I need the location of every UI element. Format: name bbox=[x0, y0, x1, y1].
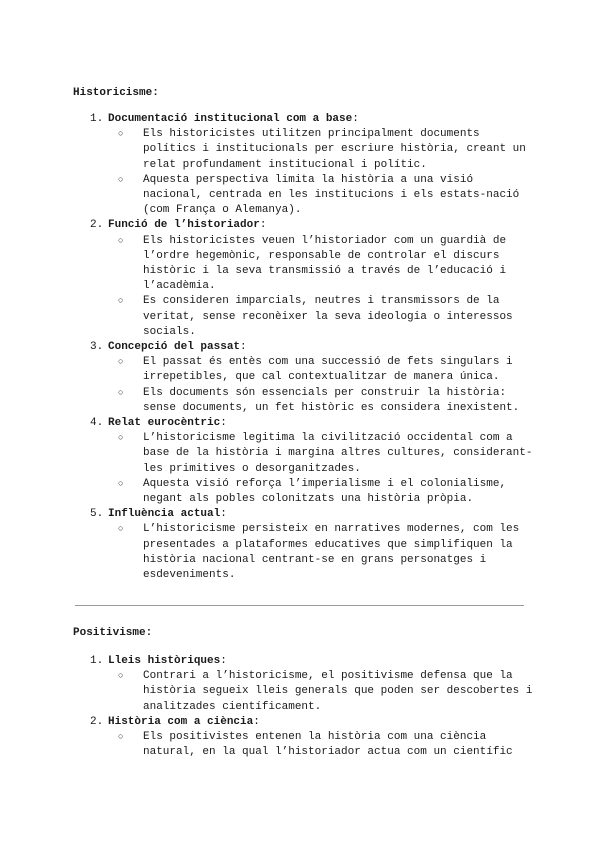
section-title-positivisme: Positivisme: bbox=[73, 627, 153, 639]
bullet-text: ○ Contrari a l’historicisme, el positivisme defensa que la història segueix lleis generals que poden ser descobertes i analitzades científicament. bbox=[128, 669, 535, 715]
bullet-text: ○ Els positivistes entenen la història com una ciència natural, en la qual l’historiador actua com un científic bbox=[128, 730, 535, 760]
positivisme-list bbox=[90, 654, 535, 760]
list-item: 2. Història com a ciència: ○ Els positivistes entenen la història com una ciència natural, en la qual l’historiador actua com un científic bbox=[90, 715, 535, 761]
item-title: Història com a ciència bbox=[108, 715, 254, 728]
list-item: 2. Funció de l’historiador: ○ Els historicistes veuen l’historiador com un guardià de l’ordre hegemònic, responsable de controlar el discurs històric i la seva transmissió a través de l’educació i l’acadèmia. ○ Es consideren imparcials, neutres i transmissors de la veritat, sense reconèixer la seva ideologia o interessos socials. bbox=[90, 218, 535, 340]
bullet-text: ○ L’historicisme legitima la civilització occidental com a base de la història i margina altres cultures, considerant-les primitives o desorganitzades. bbox=[128, 431, 535, 477]
bullet-text: ○ El passat és entès com una successió de fets singulars i irrepetibles, que cal contextualitzar de manera única. bbox=[128, 355, 535, 385]
section-title-historicisme: Historicisme: bbox=[73, 87, 159, 99]
item-number: 2. bbox=[90, 715, 104, 728]
item-number: 4. bbox=[90, 417, 104, 430]
item-title: Concepció del passat bbox=[108, 341, 241, 354]
item-title: Documentació institucional com a base bbox=[108, 113, 353, 125]
historicisme-list bbox=[90, 112, 535, 583]
item-title: Relat eurocèntric bbox=[108, 417, 221, 430]
section-divider bbox=[75, 605, 524, 606]
bullet-text: ○ Aquesta visió reforça l’imperialisme i el colonialisme, negant als pobles colonitzats una història pròpia. bbox=[128, 477, 535, 507]
list-item: 1. Documentació institucional com a base: ○ Els historicistes utilitzen principalment documents polítics i institucionals per escriure història, creant un relat profundament institucional i polític. ○ Aquesta perspectiva limita la història a una visió nacional, centrada en les institucions i els estats-nació (com França o Alemanya). bbox=[90, 112, 535, 218]
list-item: 5. Influència actual: ○ L’historicisme persisteix en narratives modernes, com les presentades a plataformes educatives que simplifiquen la història nacional centrant-se en grans personatges i esdeveniments. bbox=[90, 507, 535, 583]
item-number: 2. bbox=[90, 219, 104, 232]
item-title: Funció de l’historiador bbox=[108, 219, 260, 232]
list-item: 3. Concepció del passat: ○ El passat és entès com una successió de fets singulars i irrepetibles, que cal contextualitzar de manera única. ○ Els documents són essencials per construir la història: sense documents, un fet històric es considera inexistent. bbox=[90, 340, 535, 416]
bullet-text: ○ Els historicistes veuen l’historiador com un guardià de l’ordre hegemònic, responsable de controlar el discurs històric i la seva transmissió a través de l’educació i l’acadèmia. bbox=[128, 234, 535, 295]
item-number: 3. bbox=[90, 341, 104, 354]
bullet-text: ○ Els historicistes utilitzen principalment documents polítics i institucionals per escriure història, creant un relat profundament institucional i polític. bbox=[128, 127, 535, 173]
item-title: Influència actual bbox=[108, 508, 221, 521]
item-number: 1. bbox=[90, 655, 104, 667]
bullet-text: ○ Aquesta perspectiva limita la història a una visió nacional, centrada en les institucions i els estats-nació (com França o Alemanya). bbox=[128, 173, 535, 219]
item-title: Lleis històriques bbox=[108, 655, 221, 667]
item-number: 1. bbox=[90, 113, 104, 125]
list-item: 4. Relat eurocèntric: ○ L’historicisme legitima la civilització occidental com a base de la història i margina altres cultures, considerant-les primitives o desorganitzades. ○ Aquesta visió reforça l’imperialisme i el colonialisme, negant als pobles colonitzats una història pròpia. bbox=[90, 416, 535, 507]
bullet-text: ○ L’historicisme persisteix en narratives modernes, com les presentades a plataformes educatives que simplifiquen la història nacional centrant-se en grans personatges i esdeveniments. bbox=[128, 522, 535, 583]
bullet-text: ○ Els documents són essencials per construir la història: sense documents, un fet històric es considera inexistent. bbox=[128, 386, 535, 416]
item-number: 5. bbox=[90, 508, 104, 521]
list-item: 1. Lleis històriques: ○ Contrari a l’historicisme, el positivisme defensa que la història segueix lleis generals que poden ser descobertes i analitzades científicament. bbox=[90, 654, 535, 715]
bullet-text: ○ Es consideren imparcials, neutres i transmissors de la veritat, sense reconèixer la seva ideologia o interessos socials. bbox=[128, 294, 535, 340]
